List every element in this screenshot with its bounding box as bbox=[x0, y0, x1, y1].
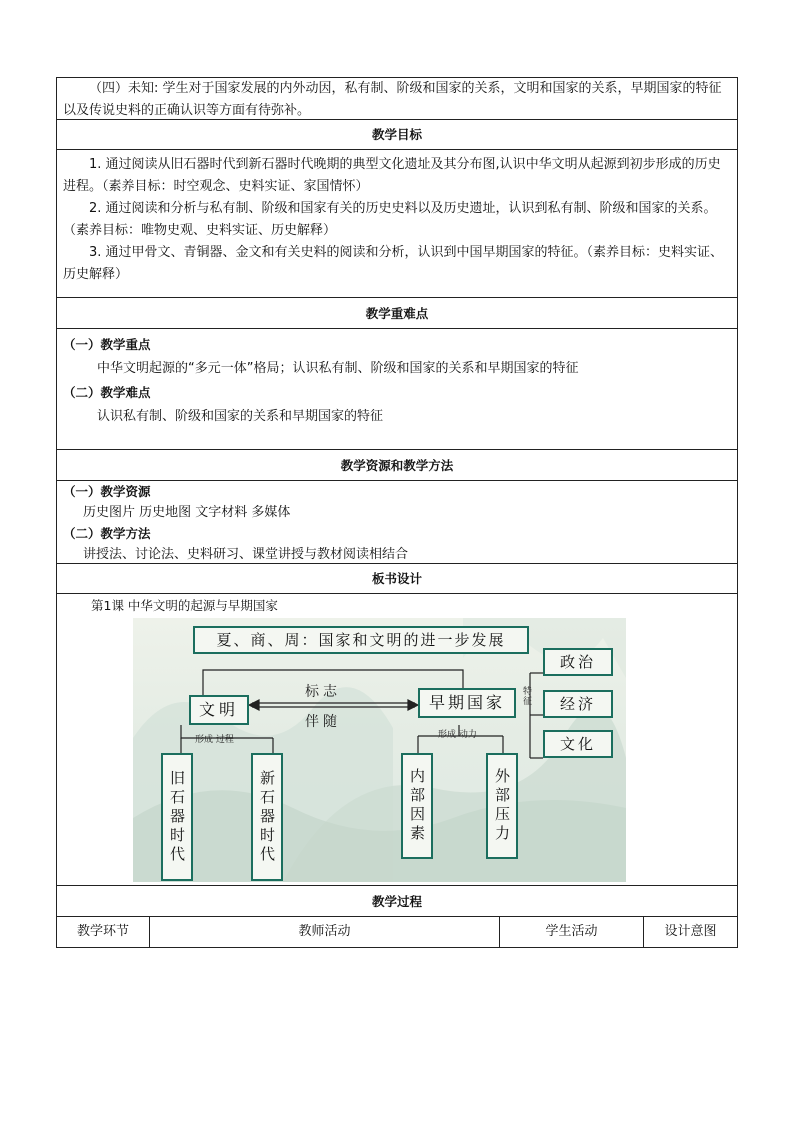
civilization-box: 文明 bbox=[189, 695, 249, 725]
goal-item: 3. 通过甲骨文、青铜器、金文和有关史料的阅读和分析，认识到中国早期国家的特征。（素养目标：史料实证、历史解释） bbox=[63, 245, 724, 282]
early-state-box: 早期国家 bbox=[418, 688, 516, 718]
keypoints-heading: 教学重难点 bbox=[57, 298, 737, 329]
lesson-plan-table bbox=[56, 77, 738, 948]
trait-politics-box: 政治 bbox=[543, 648, 613, 676]
methods-text: 讲授法、讨论法、史料研习、课堂讲授与教材阅读相结合 bbox=[83, 547, 409, 562]
resources-body bbox=[57, 481, 737, 564]
lesson-title: 第1课 中华文明的起源与早期国家 bbox=[91, 598, 278, 613]
focus-text: 中华文明起源的“多元一体”格局；认识私有制、阶级和国家的关系和早期国家的特征 bbox=[97, 361, 579, 376]
col-stage: 教学环节 bbox=[57, 917, 150, 947]
arrow-label-bottom: 伴随 bbox=[305, 714, 341, 730]
top-heading-box: 夏、商、周：国家和文明的进一步发展 bbox=[193, 626, 529, 654]
focus-title: （一）教学重点 bbox=[63, 337, 151, 352]
resources-text: 历史图片 历史地图 文字材料 多媒体 bbox=[83, 505, 291, 520]
board-heading: 板书设计 bbox=[57, 564, 737, 594]
resources-heading: 教学资源和教学方法 bbox=[57, 450, 737, 481]
paleolithic-box: 旧石器时代 bbox=[161, 753, 193, 881]
arrow-label-top: 标志 bbox=[305, 684, 341, 700]
board-diagram bbox=[133, 618, 626, 882]
col-student: 学生活动 bbox=[500, 917, 644, 947]
civ-sub-label: 形成 过程 bbox=[195, 735, 234, 745]
neolithic-box: 新石器时代 bbox=[251, 753, 283, 881]
goal-item: 1. 通过阅读从旧石器时代到新石器时代晚期的典型文化遗址及其分布图,认识中华文明从起源到初步形成的历史进程。（素养目标：时空观念、史料实证、家国情怀） bbox=[63, 157, 721, 194]
goal-item: 2. 通过阅读和分析与私有制、阶级和国家有关的历史史料以及历史遗址，认识到私有制、阶级和国家的关系。（素养目标：唯物史观、史料实证、历史解释） bbox=[63, 201, 717, 238]
internal-factors-box: 内部因素 bbox=[401, 753, 433, 859]
goals-heading: 教学目标 bbox=[57, 120, 737, 150]
methods-title: （二）教学方法 bbox=[63, 526, 151, 541]
board-body bbox=[57, 594, 737, 886]
resources-title: （一）教学资源 bbox=[63, 484, 151, 499]
intro-row bbox=[57, 78, 737, 120]
process-columns-row bbox=[57, 917, 737, 948]
external-pressure-box: 外部压力 bbox=[486, 753, 518, 859]
difficulty-text: 认识私有制、阶级和国家的关系和早期国家的特征 bbox=[97, 409, 384, 424]
difficulty-title: （二）教学难点 bbox=[63, 385, 151, 400]
state-sub-label: 形成 动力 bbox=[438, 730, 477, 740]
col-intent: 设计意图 bbox=[664, 924, 717, 939]
process-heading: 教学过程 bbox=[57, 886, 737, 917]
col-teacher: 教师活动 bbox=[150, 917, 500, 947]
intro-text: （四）未知: 学生对于国家发展的内外动因，私有制、阶级和国家的关系，文明和国家的关系，早期国家的特征以及传说史料的正确认识等方面有待弥补。 bbox=[63, 81, 722, 118]
goals-body bbox=[57, 150, 737, 298]
trait-culture-box: 文化 bbox=[543, 730, 613, 758]
keypoints-body bbox=[57, 329, 737, 450]
traits-label: 特征 bbox=[521, 686, 531, 706]
process-table bbox=[57, 917, 737, 947]
trait-economy-box: 经济 bbox=[543, 690, 613, 718]
